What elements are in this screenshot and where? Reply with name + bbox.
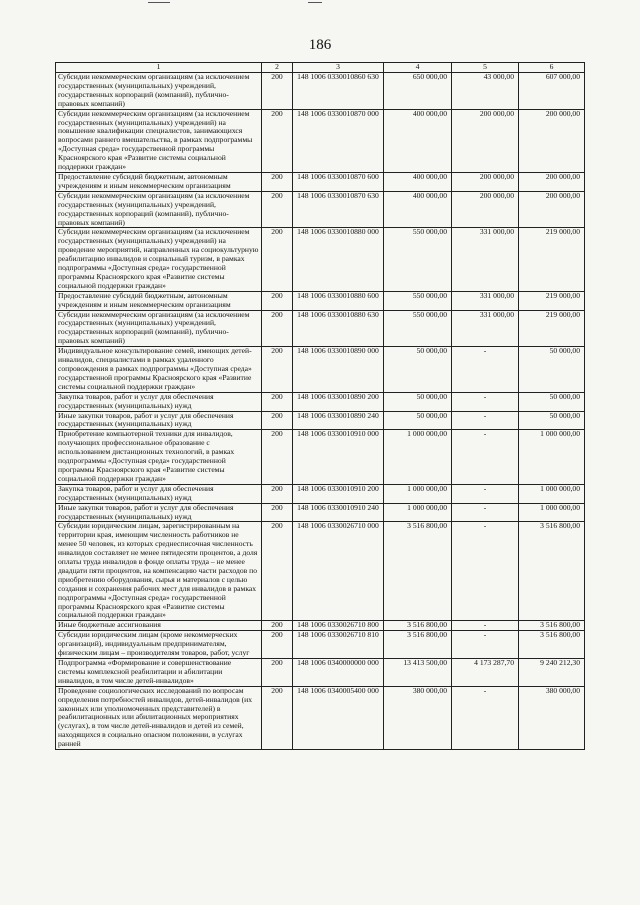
table-row (56, 73, 585, 110)
row-fact-cell: - (452, 621, 519, 631)
row-code-cell: 200 (262, 228, 293, 291)
table-row (56, 109, 585, 172)
row-plan-cell: 50 000,00 (384, 411, 452, 430)
row-rest-cell: 1 000 000,00 (519, 430, 585, 484)
column-header: 6 (519, 63, 585, 73)
row-kbk-cell: 148 1006 0330010910 200 (293, 484, 384, 503)
page-number: 186 (308, 37, 332, 53)
row-plan-cell: 3 516 800,00 (384, 522, 452, 621)
row-kbk-cell: 148 1006 0330026710 810 (293, 631, 384, 659)
row-code-cell: 200 (262, 621, 293, 631)
row-code-cell: 200 (262, 392, 293, 411)
row-name-cell: Субсидии некоммерческим организациям (за исключением государственных (муниципальных) учреждений, государственных корпораций (компаний), публично-правовых компаний) (56, 73, 262, 110)
row-code-cell: 200 (262, 430, 293, 484)
table-row (56, 621, 585, 631)
table-row (56, 392, 585, 411)
table-row (56, 310, 585, 347)
row-name-cell: Субсидии юридическим лицам (кроме некоммерческих организаций), индивидуальным предпринимателям, физическим лицам – производителям товаров, работ, услуг (56, 631, 262, 659)
table-body (56, 73, 585, 750)
column-header: 3 (293, 63, 384, 73)
row-rest-cell: 3 516 800,00 (519, 621, 585, 631)
row-rest-cell: 50 000,00 (519, 411, 585, 430)
row-kbk-cell: 148 1006 0330010910 000 (293, 430, 384, 484)
row-name-cell: Субсидии некоммерческим организациям (за исключением государственных (муниципальных) учреждений) на проведение мероприятий, направленных на социокультурную реабилитацию инвалидов и социальный туризм, в рамках подпрограммы «Доступная среда» государственной программы Красноярского края «Развитие системы социальной поддержки граждан» (56, 228, 262, 291)
row-name-cell: Подпрограмма «Формирование и совершенствование системы комплексной реабилитации и абилитации инвалидов, в том числе детей-инвалидов» (56, 659, 262, 687)
table-row (56, 430, 585, 484)
table-header-row (56, 63, 585, 73)
row-plan-cell: 3 516 800,00 (384, 631, 452, 659)
table-row (56, 172, 585, 191)
row-name-cell: Закупка товаров, работ и услуг для обеспечения государственных (муниципальных) нужд (56, 392, 262, 411)
row-plan-cell: 50 000,00 (384, 392, 452, 411)
row-kbk-cell: 148 1006 0330010880 600 (293, 291, 384, 310)
row-name-cell: Предоставление субсидий бюджетным, автономным учреждениям и иным некоммерческим организациям (56, 172, 262, 191)
row-code-cell: 200 (262, 484, 293, 503)
row-fact-cell: 331 000,00 (452, 310, 519, 347)
table-row (56, 659, 585, 687)
row-plan-cell: 380 000,00 (384, 686, 452, 749)
row-rest-cell: 3 516 800,00 (519, 522, 585, 621)
row-plan-cell: 1 000 000,00 (384, 503, 452, 522)
row-fact-cell: - (452, 484, 519, 503)
row-plan-cell: 1 000 000,00 (384, 484, 452, 503)
row-code-cell: 200 (262, 73, 293, 110)
row-kbk-cell: 148 1006 0330010870 630 (293, 191, 384, 228)
row-code-cell: 200 (262, 347, 293, 393)
row-fact-cell: - (452, 392, 519, 411)
column-header: 5 (452, 63, 519, 73)
row-rest-cell: 219 000,00 (519, 228, 585, 291)
row-fact-cell: 43 000,00 (452, 73, 519, 110)
row-name-cell: Индивидуальное консультирование семей, имеющих детей-инвалидов, специалистами в рамках удаленного сопровождения в рамках подпрограммы «Доступная среда» государственной программы Красноярского края «Развитие системы социальной поддержки граждан» (56, 347, 262, 393)
row-rest-cell: 200 000,00 (519, 172, 585, 191)
row-plan-cell: 400 000,00 (384, 172, 452, 191)
row-plan-cell: 13 413 500,00 (384, 659, 452, 687)
row-name-cell: Закупка товаров, работ и услуг для обеспечения государственных (муниципальных) нужд (56, 484, 262, 503)
row-name-cell: Субсидии некоммерческим организациям (за исключением государственных (муниципальных) учреждений) на повышение квалификации специалистов, занимающихся вопросами раннего вмешательства, в рамках подпрограммы «Доступная среда» государственной программы Красноярского края «Развитие системы социальной поддержки граждан» (56, 109, 262, 172)
row-fact-cell: - (452, 430, 519, 484)
row-rest-cell: 50 000,00 (519, 392, 585, 411)
row-code-cell: 200 (262, 191, 293, 228)
row-rest-cell: 1 000 000,00 (519, 503, 585, 522)
row-rest-cell: 200 000,00 (519, 191, 585, 228)
row-code-cell: 200 (262, 686, 293, 749)
row-rest-cell: 1 000 000,00 (519, 484, 585, 503)
row-code-cell: 200 (262, 109, 293, 172)
row-kbk-cell: 148 1006 0330010880 630 (293, 310, 384, 347)
row-name-cell: Предоставление субсидий бюджетным, автономным учреждениям и иным некоммерческим организациям (56, 291, 262, 310)
table-row (56, 503, 585, 522)
row-code-cell: 200 (262, 291, 293, 310)
table-row (56, 291, 585, 310)
table-row (56, 191, 585, 228)
row-kbk-cell: 148 1006 0330010890 200 (293, 392, 384, 411)
row-kbk-cell: 148 1006 0340005400 000 (293, 686, 384, 749)
scan-mark (148, 2, 170, 3)
row-fact-cell: 4 173 287,70 (452, 659, 519, 687)
row-code-cell: 200 (262, 310, 293, 347)
row-kbk-cell: 148 1006 0330026710 800 (293, 621, 384, 631)
row-fact-cell: - (452, 631, 519, 659)
row-kbk-cell: 148 1006 0330010860 630 (293, 73, 384, 110)
row-plan-cell: 400 000,00 (384, 191, 452, 228)
row-fact-cell: 200 000,00 (452, 191, 519, 228)
budget-table (55, 62, 585, 750)
scan-mark (308, 2, 322, 3)
row-code-cell: 200 (262, 631, 293, 659)
row-plan-cell: 650 000,00 (384, 73, 452, 110)
row-rest-cell: 200 000,00 (519, 109, 585, 172)
row-code-cell: 200 (262, 522, 293, 621)
row-rest-cell: 50 000,00 (519, 347, 585, 393)
row-fact-cell: - (452, 411, 519, 430)
row-fact-cell: 331 000,00 (452, 291, 519, 310)
row-kbk-cell: 148 1006 0330010910 240 (293, 503, 384, 522)
row-kbk-cell: 148 1006 0330010870 000 (293, 109, 384, 172)
row-fact-cell: - (452, 347, 519, 393)
column-header: 4 (384, 63, 452, 73)
row-fact-cell: 200 000,00 (452, 109, 519, 172)
row-rest-cell: 3 516 800,00 (519, 631, 585, 659)
row-name-cell: Субсидии некоммерческим организациям (за исключением государственных (муниципальных) учреждений, государственных корпораций (компаний), публично-правовых компаний) (56, 191, 262, 228)
row-kbk-cell: 148 1006 0340000000 000 (293, 659, 384, 687)
row-code-cell: 200 (262, 503, 293, 522)
row-plan-cell: 550 000,00 (384, 291, 452, 310)
table-row (56, 228, 585, 291)
row-name-cell: Проведение социологических исследований по вопросам определения потребностей инвалидов, детей-инвалидов (их законных или уполномоченных представителей) в реабилитационных или абилитационных мероприятиях (услугах), в том числе детей-инвалидов и детей из семей, находящихся в социально опасном положении, в услугах ранней (56, 686, 262, 749)
row-name-cell: Приобретение компьютерной техники для инвалидов, получающих профессиональное образование с использованием дистанционных технологий, в рамках подпрограммы «Доступная среда» государственной программы Красноярского края «Развитие системы социальной поддержки граждан» (56, 430, 262, 484)
row-plan-cell: 1 000 000,00 (384, 430, 452, 484)
table-row (56, 631, 585, 659)
table-row (56, 411, 585, 430)
row-rest-cell: 607 000,00 (519, 73, 585, 110)
row-plan-cell: 400 000,00 (384, 109, 452, 172)
row-name-cell: Субсидии юридическим лицам, зарегистрированным на территории края, имеющим численность работников не менее 50 человек, из которых среднесписочная численность инвалидов составляет не менее пятидесяти процентов, а доля оплаты труда инвалидов в фонде оплаты труда – не менее двадцати пяти процентов, на компенсацию части расходов по приобретению оборудования, сырья и материалов с целью создания и сохранения рабочих мест для инвалидов в рамках подпрограммы «Доступная среда» государственной программы Красноярского края «Развитие системы социальной поддержки граждан» (56, 522, 262, 621)
row-rest-cell: 9 240 212,30 (519, 659, 585, 687)
row-kbk-cell: 148 1006 0330010880 000 (293, 228, 384, 291)
row-kbk-cell: 148 1006 0330010890 000 (293, 347, 384, 393)
row-name-cell: Субсидии некоммерческим организациям (за исключением государственных (муниципальных) учреждений, государственных корпораций (компаний), публично-правовых компаний) (56, 310, 262, 347)
row-fact-cell: - (452, 522, 519, 621)
row-fact-cell: - (452, 686, 519, 749)
table-row (56, 522, 585, 621)
table-row (56, 686, 585, 749)
row-name-cell: Иные закупки товаров, работ и услуг для обеспечения государственных (муниципальных) нужд (56, 503, 262, 522)
row-name-cell: Иные закупки товаров, работ и услуг для обеспечения государственных (муниципальных) нужд (56, 411, 262, 430)
row-rest-cell: 219 000,00 (519, 291, 585, 310)
row-code-cell: 200 (262, 411, 293, 430)
column-header: 2 (262, 63, 293, 73)
row-kbk-cell: 148 1006 0330010890 240 (293, 411, 384, 430)
row-kbk-cell: 148 1006 0330026710 000 (293, 522, 384, 621)
table-row (56, 484, 585, 503)
row-fact-cell: 331 000,00 (452, 228, 519, 291)
row-code-cell: 200 (262, 659, 293, 687)
row-plan-cell: 550 000,00 (384, 228, 452, 291)
row-plan-cell: 550 000,00 (384, 310, 452, 347)
column-header: 1 (56, 63, 262, 73)
row-fact-cell: 200 000,00 (452, 172, 519, 191)
row-kbk-cell: 148 1006 0330010870 600 (293, 172, 384, 191)
row-name-cell: Иные бюджетные ассигнования (56, 621, 262, 631)
row-rest-cell: 380 000,00 (519, 686, 585, 749)
row-rest-cell: 219 000,00 (519, 310, 585, 347)
row-fact-cell: - (452, 503, 519, 522)
row-plan-cell: 50 000,00 (384, 347, 452, 393)
row-plan-cell: 3 516 800,00 (384, 621, 452, 631)
table-row (56, 347, 585, 393)
row-code-cell: 200 (262, 172, 293, 191)
